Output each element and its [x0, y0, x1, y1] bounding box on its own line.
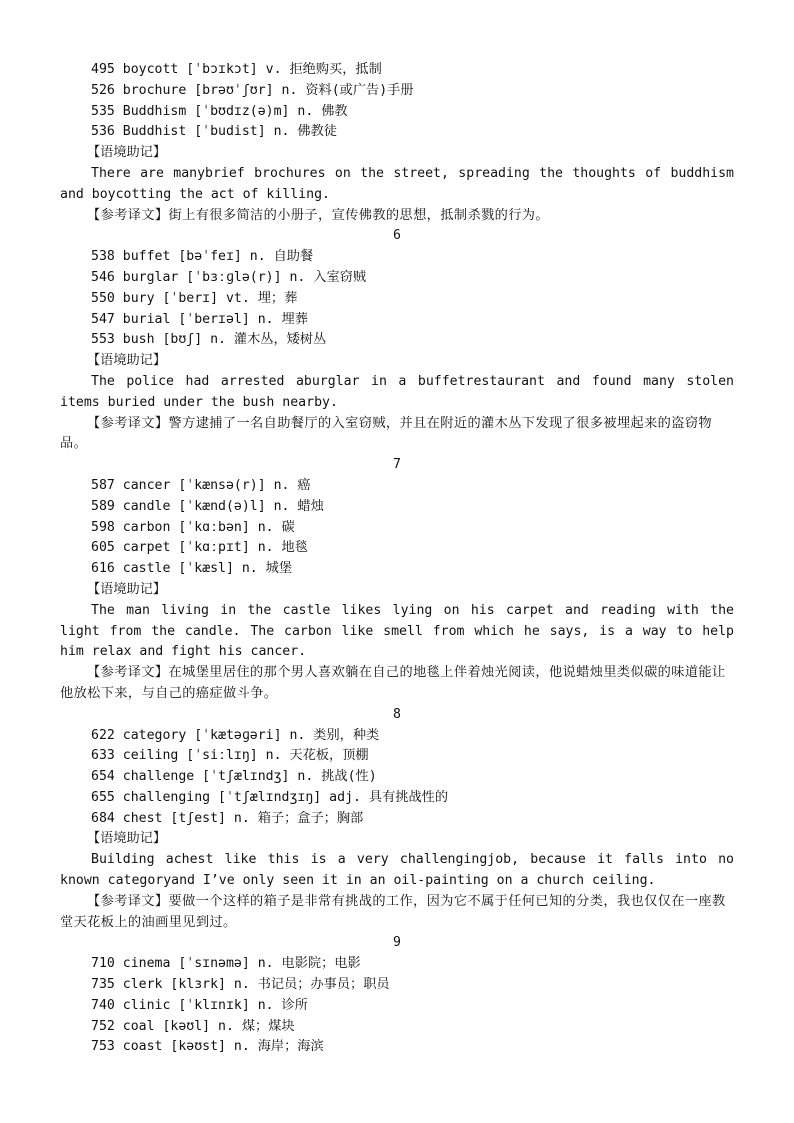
translation-paragraph: 【参考译文】警方逮捕了一名自助餐厅的入室窃贼，并且在附近的灌木丛下发现了很多被埋起来的盗窃物品。 — [60, 415, 713, 452]
context-paragraph: There are manybrief brochures on the street, spreading the thoughts of buddhism and boycotting the act of killing. — [60, 165, 734, 202]
context-label: 【语境助记】 — [87, 145, 167, 161]
vocab-entry: 752 coal [kəʊl] n. 煤；煤块 — [91, 1018, 295, 1034]
context-paragraph: The man living in the castle likes lying on his carpet and reading with the light from the candle. The carbon like smell from which he says, is a way to help him relax and fight his cancer. — [60, 602, 734, 660]
vocab-section — [60, 226, 734, 455]
translation-paragraph: 【参考译文】在城堡里居住的那个男人喜欢躺在自己的地毯上伴着烛光阅读，他说蜡烛里类似碳的味道能让他放松下来，与自己的癌症做斗争。 — [60, 665, 726, 701]
vocab-entry: 546 burglar [ˈbɜːɡlə(r)] n. 入室窃贼 — [91, 269, 367, 285]
section-number: 8 — [393, 706, 401, 722]
translation-paragraph: 【参考译文】要做一个这样的箱子是非常有挑战的工作，因为它不属于任何已知的分类，我也仅仅在一座教堂天花板上的油画里见到过。 — [60, 893, 726, 930]
vocab-entry: 553 bush [bʊʃ] n. 灌木丛，矮树丛 — [91, 332, 327, 348]
vocab-section — [60, 933, 734, 1058]
vocab-entry: 538 buffet [bəˈfeɪ] n. 自助餐 — [91, 249, 314, 265]
document-page — [60, 60, 734, 1058]
vocab-entry: 605 carpet [ˈkɑːpɪt] n. 地毯 — [91, 540, 308, 556]
context-label: 【语境助记】 — [87, 831, 167, 847]
section-number: 9 — [393, 935, 401, 951]
vocab-entry: 536 Buddhist [ˈbudist] n. 佛教徒 — [91, 124, 337, 140]
vocab-section — [60, 455, 734, 705]
vocab-entry: 495 boycott [ˈbɔɪkɔt] v. 拒绝购买，抵制 — [91, 62, 382, 77]
vocab-entry: 598 carbon [ˈkɑːbən] n. 碳 — [91, 519, 295, 535]
translation-paragraph: 【参考译文】街上有很多简洁的小册子，宣传佛教的思想，抵制杀戮的行为。 — [87, 207, 549, 223]
context-label: 【语境助记】 — [87, 581, 167, 597]
vocab-entry: 655 challenging [ˈtʃælɪndʒɪŋ] adj. 具有挑战性的 — [91, 789, 449, 805]
context-label: 【语境助记】 — [87, 353, 167, 369]
vocab-entry: 740 clinic [ˈklɪnɪk] n. 诊所 — [91, 997, 308, 1013]
vocab-entry: 622 category [ˈkætəɡəri] n. 类别，种类 — [91, 727, 380, 743]
vocab-entry: 550 bury [ˈberɪ] vt. 埋；葬 — [91, 290, 298, 306]
vocab-section — [60, 60, 734, 226]
vocab-entry: 684 chest [tʃest] n. 箱子；盒子；胸部 — [91, 810, 364, 826]
context-paragraph: The police had arrested aburglar in a buffetrestaurant and found many stolen items buried under the bush nearby. — [60, 373, 734, 410]
section-number: 7 — [393, 457, 401, 473]
vocab-entry: 535 Buddhism [ˈbʊdɪz(ə)m] n. 佛教 — [91, 103, 348, 119]
vocab-entry: 633 ceiling [ˈsiːlɪŋ] n. 天花板，顶棚 — [91, 748, 369, 764]
vocab-section — [60, 705, 734, 934]
vocab-entry: 589 candle [ˈkænd(ə)l] n. 蜡烛 — [91, 498, 324, 514]
vocab-entry: 616 castle [ˈkæsl] n. 城堡 — [91, 561, 293, 577]
section-number: 6 — [393, 228, 401, 244]
vocab-entry: 547 burial [ˈberɪəl] n. 埋葬 — [91, 311, 308, 327]
vocab-entry: 526 brochure [brəʊˈʃʊr] n. 资料(或广告)手册 — [91, 82, 414, 98]
vocab-entry: 654 challenge [ˈtʃælɪndʒ] n. 挑战(性) — [91, 769, 377, 785]
vocab-entry: 735 clerk [klɜrk] n. 书记员；办事员；职员 — [91, 977, 390, 993]
vocab-entry: 753 coast [kəʊst] n. 海岸；海滨 — [91, 1039, 324, 1055]
vocab-entry: 587 cancer [ˈkænsə(r)] n. 癌 — [91, 477, 311, 493]
vocab-entry: 710 cinema [ˈsɪnəmə] n. 电影院；电影 — [91, 956, 361, 972]
context-paragraph: Building achest like this is a very challengingjob, because it falls into no known categoryand I’ve only seen it in an oil-painting on a church ceiling. — [60, 852, 734, 889]
